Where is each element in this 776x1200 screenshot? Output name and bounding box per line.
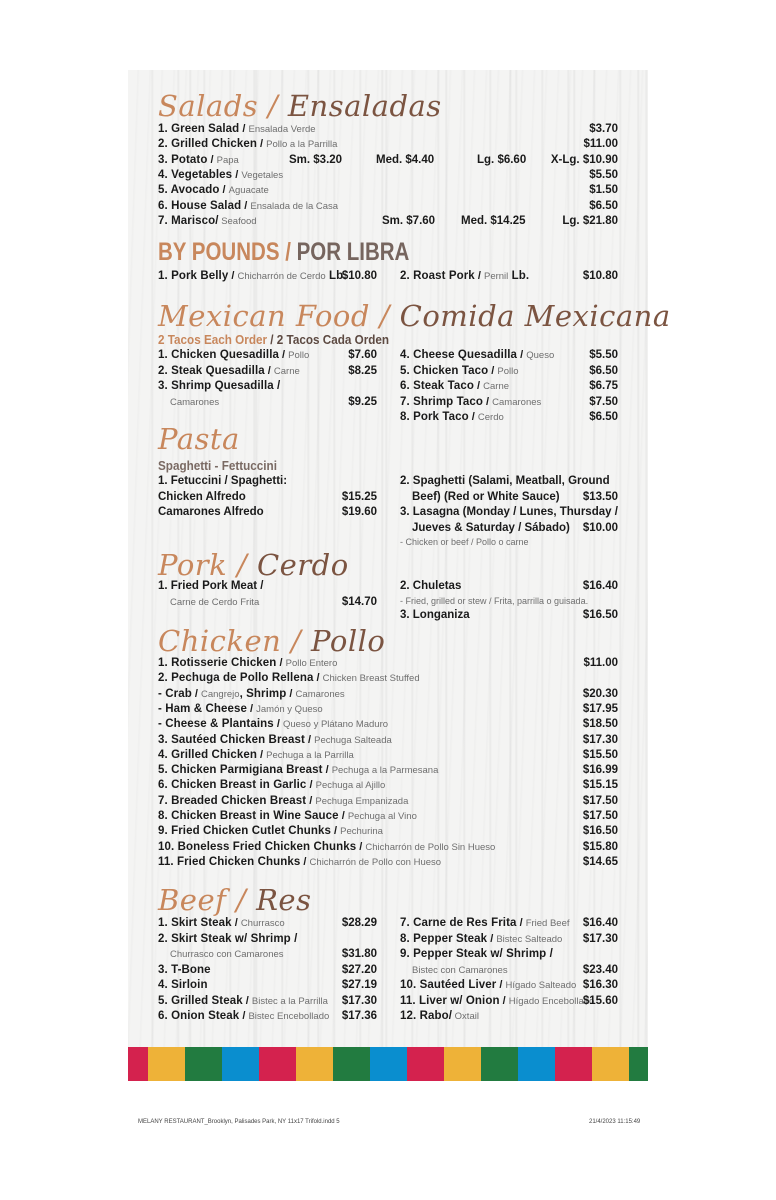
stripe-block xyxy=(555,1047,592,1081)
item-name: 1. Fried Pork Meat / xyxy=(158,580,264,592)
separator: / xyxy=(488,364,498,377)
item-name: 5. Chicken Taco xyxy=(400,364,489,377)
item-price: $27.20 xyxy=(341,963,377,976)
item-spanish-name: Carne de Cerdo Frita xyxy=(170,597,260,608)
stripe-block xyxy=(259,1047,296,1081)
item-name: 11. Liver w/ Onion xyxy=(400,994,500,1007)
separator: / xyxy=(219,184,229,197)
separator: / xyxy=(306,794,316,807)
pasta-heading: Pasta xyxy=(158,422,240,456)
item-name: 1. Skirt Steak xyxy=(158,917,232,929)
item-name: 1. Pork Belly xyxy=(158,270,229,282)
pasta-line: Camarones Alfredo xyxy=(158,506,264,518)
size-price: Sm. $3.20 xyxy=(289,153,343,166)
item-price: $6.75 xyxy=(589,380,618,392)
item-price: $18.50 xyxy=(582,718,618,731)
item-price: $16.99 xyxy=(582,764,618,777)
separator: / xyxy=(231,917,241,929)
item-name: 8. Pepper Steak xyxy=(400,932,488,945)
item-price: $16.50 xyxy=(582,609,618,621)
footer-filename: MELANY RESTAURANT_Brooklyn, Palisades Park, NY 11x17 Trifold.indd 5 xyxy=(138,1119,340,1125)
heading-part-english: Chicken / xyxy=(158,624,302,658)
heading-part-spanish: Res xyxy=(256,883,312,917)
stripe-block xyxy=(128,1047,148,1081)
item-name: 3. T-Bone xyxy=(158,963,211,976)
item-name: 4. Cheese Quesadilla xyxy=(400,349,518,361)
by-pounds-heading xyxy=(158,238,409,266)
item-price: $17.36 xyxy=(341,1010,377,1022)
separator: / xyxy=(496,979,506,991)
item-price: $15.50 xyxy=(582,748,618,761)
item-price: $15.15 xyxy=(582,779,618,792)
item-spanish-name: Pechuga al Ajillo xyxy=(315,780,386,792)
item-price: $1.50 xyxy=(589,184,618,197)
item-name: 7. Carne de Res Frita xyxy=(400,917,517,929)
item-spanish-name: Camarones xyxy=(295,688,345,700)
item-spanish-name: Bistec Salteado xyxy=(496,933,563,945)
item-spanish-name: Pechuga a la Parmesana xyxy=(331,765,439,777)
pasta-line: Jueves & Saturday / Sábado) xyxy=(412,521,570,534)
separator: / xyxy=(300,855,310,868)
item-spanish-name: Ensalada Verde xyxy=(248,124,316,135)
separator: / xyxy=(239,1010,249,1022)
item-spanish-name: Queso xyxy=(526,350,555,361)
item-price: $16.40 xyxy=(582,917,618,929)
item-name: - Crab xyxy=(158,687,192,700)
separator: / xyxy=(242,994,252,1007)
stripe-block xyxy=(185,1047,222,1081)
item-name: 5. Avocado xyxy=(158,184,220,197)
item-name: 2. Skirt Steak w/ Shrimp / xyxy=(158,932,298,945)
stripe-block xyxy=(481,1047,518,1081)
stripe-block xyxy=(518,1047,555,1081)
item-price: $11.00 xyxy=(583,657,618,669)
item-price: $7.50 xyxy=(589,395,618,408)
item-spanish-name: Hígado Salteado xyxy=(505,980,577,991)
pasta-line: 2. Spaghetti (Salami, Meatball, Ground xyxy=(400,475,610,487)
item-spanish-name: Bistec con Camarones xyxy=(412,964,508,976)
salads-heading xyxy=(158,90,442,122)
item-spanish-name: Bistec Encebollado xyxy=(248,1011,330,1022)
menu-item xyxy=(158,379,377,394)
item-price: $16.30 xyxy=(582,979,618,991)
separator: / xyxy=(516,917,526,929)
item-spanish-name: Camarones xyxy=(170,397,220,408)
item-spanish-name: Chicharrón de Cerdo xyxy=(237,271,326,282)
separator: / xyxy=(304,733,315,746)
size-price: X-Lg. $10.90 xyxy=(550,153,618,166)
separator: / xyxy=(228,270,238,282)
item-price: $28.29 xyxy=(341,917,377,929)
item-spanish-name: Ensalada de la Casa xyxy=(250,200,339,212)
item-price: $5.50 xyxy=(589,349,618,361)
item-spanish-name: Pechuga a la Parrilla xyxy=(266,749,354,761)
separator: / xyxy=(313,672,323,685)
heading-part-spanish: Comida Mexicana xyxy=(399,299,671,333)
item-name: 12. Rabo/ xyxy=(400,1010,453,1022)
pasta-line: Chicken Alfredo xyxy=(158,490,246,503)
separator: / xyxy=(473,380,484,392)
heading-part-english: Mexican Food / xyxy=(158,299,390,333)
item-name: 2. Chuletas xyxy=(400,580,462,592)
item-name: 2. Steak Quesadilla xyxy=(158,364,265,377)
item-spanish-name: Pechurina xyxy=(340,826,383,838)
item-name: 3. Potato xyxy=(158,153,208,166)
item-spanish-name: Vegetales xyxy=(241,169,284,181)
item-price: $31.80 xyxy=(341,948,377,960)
item-price: $17.30 xyxy=(341,994,377,1007)
item-spanish-name: Aguacate xyxy=(228,185,269,197)
heading-part-english: BY POUNDS / xyxy=(158,238,291,266)
item-name: 6. Chicken Breast in Garlic xyxy=(158,779,307,792)
stripe-block xyxy=(444,1047,481,1081)
item-name: 3. Sautéed Chicken Breast xyxy=(158,733,305,746)
item-spanish-name: Pechuga Salteada xyxy=(314,734,392,746)
separator: / xyxy=(256,748,267,761)
pork-heading xyxy=(158,549,349,581)
item-spanish-name: Bistec a la Parrilla xyxy=(251,995,328,1007)
item-spanish-name: Pollo a la Parrilla xyxy=(266,139,338,151)
beef-heading xyxy=(158,884,311,916)
separator: / xyxy=(207,153,217,166)
heading-part-spanish: Ensaladas xyxy=(287,89,442,123)
unit-label: Lb. xyxy=(508,270,530,282)
item-name: 3. Shrimp Quesadilla / xyxy=(158,380,281,392)
item-name: , Shrimp xyxy=(239,687,287,700)
menu-item xyxy=(400,947,618,962)
stripe-block xyxy=(148,1047,185,1081)
menu-item xyxy=(158,932,377,947)
item-price: $17.50 xyxy=(582,810,618,822)
item-price: $10.00 xyxy=(582,521,618,534)
stripe-block xyxy=(296,1047,333,1081)
pasta-line: 1. Fetuccini / Spaghetti: xyxy=(158,475,288,487)
separator: / xyxy=(239,123,249,135)
menu-item xyxy=(400,1009,618,1024)
separator: / xyxy=(338,810,348,822)
separator: / xyxy=(517,349,527,361)
pasta-line: Beef) (Red or White Sauce) xyxy=(412,490,560,503)
item-price: $7.60 xyxy=(348,349,377,361)
stripe-block xyxy=(222,1047,259,1081)
item-name: 8. Chicken Breast in Wine Sauce xyxy=(158,810,339,822)
unit-label: Lb. xyxy=(325,270,347,282)
separator: / xyxy=(474,270,484,282)
item-name: 2. Roast Pork xyxy=(400,270,475,282)
item-spanish-name: Carne xyxy=(273,365,300,377)
item-spanish-name: Queso y Plátano Maduro xyxy=(282,719,389,731)
item-name: - Cheese & Plantains xyxy=(158,718,274,731)
item-price: $6.50 xyxy=(589,199,618,212)
separator: / xyxy=(330,825,341,838)
stripe-block xyxy=(407,1047,444,1081)
item-spanish-name: Churrasco xyxy=(240,918,285,929)
item-name: 10. Boneless Fried Chicken Chunks xyxy=(158,840,357,853)
item-spanish-name: Chicharrón de Pollo Sin Hueso xyxy=(365,841,496,853)
item-note: - Fried, grilled or stew / Frita, parrilla o guisada. xyxy=(400,596,589,606)
item-price: $17.30 xyxy=(582,932,618,945)
separator: / xyxy=(256,138,267,151)
heading-part-english: Beef / xyxy=(158,883,247,917)
item-price: $10.80 xyxy=(582,270,618,282)
pasta-subtitle: Spaghetti - Fettuccini xyxy=(158,458,277,473)
item-name: 2. Pechuga de Pollo Rellena xyxy=(158,672,314,685)
item-spanish-name: Pollo xyxy=(497,365,519,377)
size-price: Med. $14.25 xyxy=(461,214,526,227)
item-name: 6. Onion Steak xyxy=(158,1010,240,1022)
heading-part-english: Salads / xyxy=(158,89,279,123)
size-price: Sm. $7.60 xyxy=(382,214,436,227)
item-name: 8. Pork Taco xyxy=(400,411,469,423)
item-spanish-name: Pechuga al Vino xyxy=(347,811,417,822)
mexican-heading xyxy=(158,300,671,332)
separator: / xyxy=(482,395,493,408)
item-name: 1. Rotisserie Chicken xyxy=(158,657,277,669)
stripe-block xyxy=(333,1047,370,1081)
item-spanish-name: Papa xyxy=(216,154,239,166)
item-spanish-name: Oxtail xyxy=(454,1011,479,1022)
item-name: 1. Green Salad xyxy=(158,123,240,135)
item-price: $15.25 xyxy=(341,490,377,503)
item-name: 11. Fried Chicken Chunks xyxy=(158,855,301,868)
item-price: $5.50 xyxy=(589,168,618,181)
item-price: $6.50 xyxy=(589,411,618,423)
item-name: 2. Grilled Chicken xyxy=(158,138,257,151)
footer-timestamp: 21/4/2023 11:15:49 xyxy=(589,1119,641,1125)
separator: / xyxy=(286,687,296,700)
size-price: Med. $4.40 xyxy=(376,153,435,166)
item-name: 9. Fried Chicken Cutlet Chunks xyxy=(158,825,331,838)
item-name: 9. Pepper Steak w/ Shrimp / xyxy=(400,948,553,960)
item-spanish-name: Pollo Entero xyxy=(285,658,338,669)
stripe-block xyxy=(629,1047,648,1081)
item-price: $20.30 xyxy=(582,687,618,700)
separator: / xyxy=(241,199,251,212)
decorative-color-stripe xyxy=(128,1047,648,1081)
item-name: 1. Chicken Quesadilla xyxy=(158,349,279,361)
item-price: $23.40 xyxy=(582,963,618,976)
separator: / xyxy=(276,657,286,669)
item-price: $11.00 xyxy=(583,138,618,151)
pasta-note: - Chicken or beef / Pollo o carne xyxy=(400,537,529,547)
item-name: 5. Chicken Parmigiana Breast xyxy=(158,764,323,777)
item-name: 10. Sautéed Liver xyxy=(400,979,497,991)
item-name: - Ham & Cheese xyxy=(158,702,247,715)
item-name: 4. Grilled Chicken xyxy=(158,748,257,761)
separator: / xyxy=(246,702,257,715)
item-name: 6. Steak Taco xyxy=(400,380,474,392)
stripe-block xyxy=(370,1047,407,1081)
item-name: 3. Longaniza xyxy=(400,609,470,621)
item-name: 4. Vegetables xyxy=(158,168,233,181)
item-price: $13.50 xyxy=(582,490,618,503)
separator: / xyxy=(306,779,316,792)
item-spanish-name: Pollo xyxy=(288,350,310,361)
item-price: $17.30 xyxy=(582,733,618,746)
item-spanish-name: Carne xyxy=(483,381,510,392)
stripe-block xyxy=(592,1047,629,1081)
separator: / xyxy=(468,411,478,423)
item-spanish-name: Chicharrón de Pollo con Hueso xyxy=(309,856,442,868)
item-spanish-name: Fried Beef xyxy=(525,918,570,929)
item-name: 7. Breaded Chicken Breast xyxy=(158,794,307,807)
size-price: Lg. $6.60 xyxy=(477,153,527,166)
item-name: 7. Marisco/ xyxy=(158,214,219,227)
separator: / xyxy=(264,364,274,377)
item-name: 4. Sirloin xyxy=(158,979,208,991)
menu-item xyxy=(158,671,618,686)
subtitle-spanish: / 2 Tacos Cada Orden xyxy=(267,332,390,347)
item-spanish-name: Seafood xyxy=(221,215,257,227)
item-name: 7. Shrimp Taco xyxy=(400,395,483,408)
item-price: $17.95 xyxy=(582,702,618,715)
item-spanish-name: Cerdo xyxy=(477,412,504,423)
item-price: $14.65 xyxy=(582,855,618,868)
separator: / xyxy=(232,168,242,181)
item-price: $6.50 xyxy=(589,364,618,377)
item-name: 6. House Salad xyxy=(158,199,242,212)
pasta-line: 3. Lasagna (Monday / Lunes, Thursday / xyxy=(400,506,618,518)
mexican-subtitle xyxy=(158,332,389,347)
separator: / xyxy=(322,764,332,777)
separator: / xyxy=(499,994,509,1007)
item-name: 5. Grilled Steak xyxy=(158,994,243,1007)
item-price: $14.70 xyxy=(341,596,377,608)
separator: / xyxy=(356,840,366,853)
separator: / xyxy=(278,349,289,361)
item-price: $10.80 xyxy=(341,270,377,282)
heading-part-spanish: POR LIBRA xyxy=(296,238,410,266)
item-price: $15.80 xyxy=(582,840,618,853)
item-spanish-name: Chicken Breast Stuffed xyxy=(322,673,420,685)
item-price: $8.25 xyxy=(348,364,377,377)
item-spanish-name: Pechuga Empanizada xyxy=(315,795,409,807)
heading-part-spanish: Pollo xyxy=(311,624,386,658)
separator: / xyxy=(191,687,201,700)
item-spanish-name: Camarones xyxy=(492,396,542,408)
item-price: $9.25 xyxy=(348,396,377,408)
item-price: $3.70 xyxy=(589,123,618,135)
item-spanish-name: Cangrejo xyxy=(201,688,240,700)
heading-part-spanish: Cerdo xyxy=(256,548,349,582)
heading-part-english: Pork / xyxy=(158,548,248,582)
size-price: Lg. $21.80 xyxy=(562,214,618,227)
item-spanish-name: Churrasco con Camarones xyxy=(170,949,284,960)
item-price: $15.60 xyxy=(582,994,618,1007)
separator: / xyxy=(487,932,497,945)
item-spanish-name: Jamón y Queso xyxy=(256,703,323,715)
item-spanish-name: Pernil xyxy=(483,271,509,282)
item-price: $16.50 xyxy=(582,825,618,838)
separator: / xyxy=(273,718,283,731)
item-spanish-name: Hígado Encebollado xyxy=(508,995,595,1007)
chicken-heading xyxy=(158,625,385,657)
item-price: $16.40 xyxy=(582,580,618,592)
item-price: $19.60 xyxy=(341,506,377,518)
subtitle-english: 2 Tacos Each Order xyxy=(158,332,268,347)
item-price: $27.19 xyxy=(341,979,377,991)
item-price: $17.50 xyxy=(582,794,618,807)
